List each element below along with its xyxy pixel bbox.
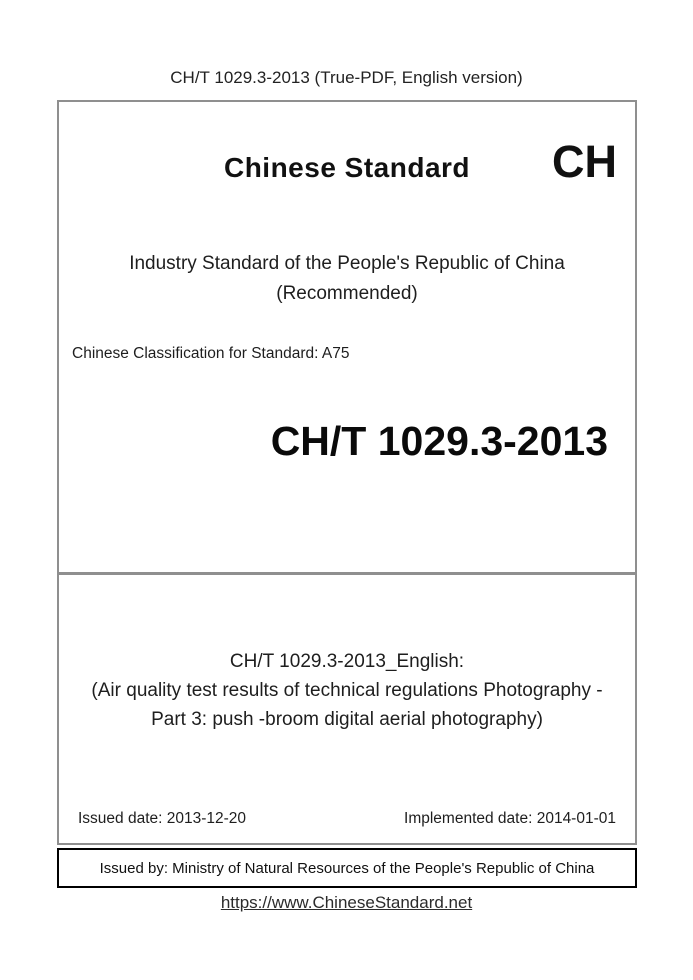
standard-type-line1: Industry Standard of the People's Republic of China <box>129 253 565 274</box>
english-title-block <box>59 647 635 734</box>
section-divider <box>57 572 637 575</box>
classification-line: Chinese Classification for Standard: A75 <box>72 345 350 362</box>
standard-type-block <box>59 249 635 309</box>
implemented-date: Implemented date: 2014-01-01 <box>404 810 616 827</box>
issuer-box <box>57 848 637 888</box>
standard-type-line2: (Recommended) <box>276 283 418 304</box>
page-footer <box>0 893 693 913</box>
website-link[interactable]: https://www.ChineseStandard.net <box>220 893 473 912</box>
title-line1: CH/T 1029.3-2013_English: <box>229 651 465 672</box>
brand-title: Chinese Standard <box>223 152 471 183</box>
page-header-title: CH/T 1029.3-2013 (True-PDF, English version) <box>170 68 523 87</box>
issued-date: Issued date: 2013-12-20 <box>78 810 247 827</box>
ch-logo: CH <box>552 136 617 187</box>
standard-code: CH/T 1029.3-2013 <box>270 418 608 464</box>
issued-by-text: Issued by: Ministry of Natural Resources of the People's Republic of China <box>99 859 595 877</box>
title-line3: Part 3: push -broom digital aerial photography) <box>151 709 543 730</box>
dates-row <box>59 810 635 828</box>
cover-box <box>57 100 637 845</box>
title-line2: (Air quality test results of technical regulations Photography - <box>91 680 603 701</box>
